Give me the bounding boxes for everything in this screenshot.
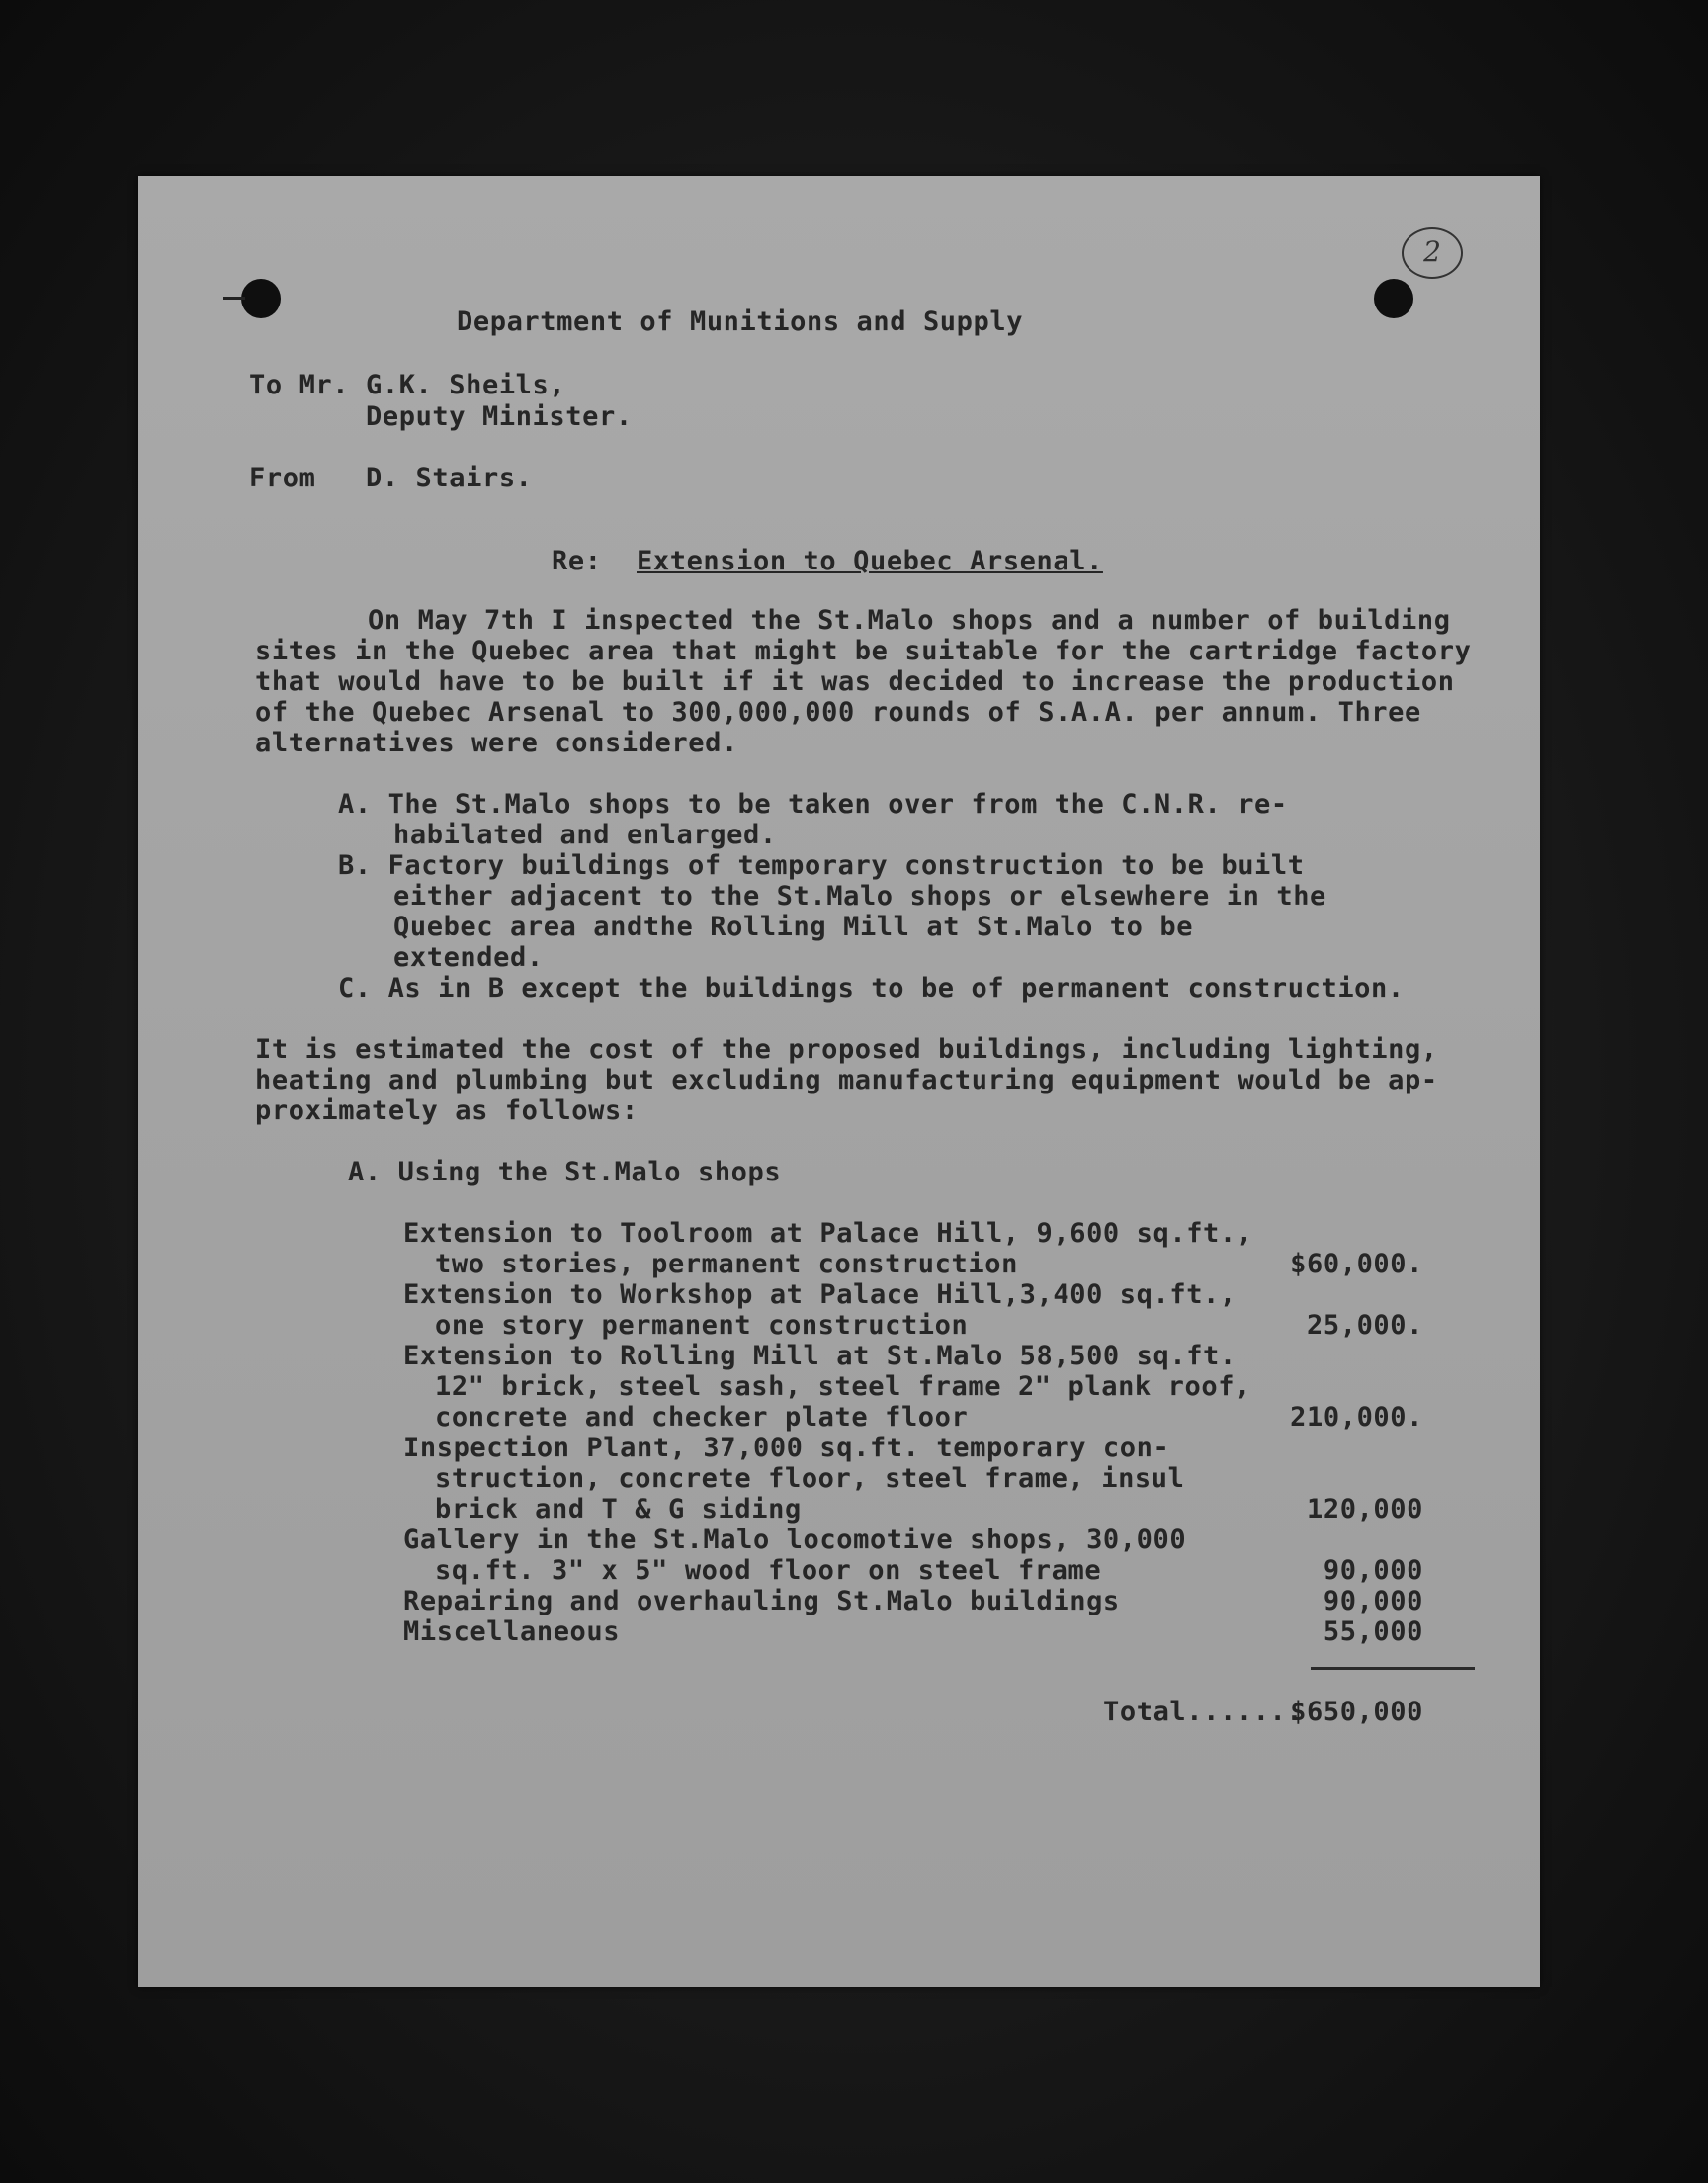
cost-amount: 55,000 bbox=[1323, 1616, 1423, 1647]
to-line: To Mr. G.K. Sheils, bbox=[249, 370, 566, 400]
cost-item-line: Gallery in the St.Malo locomotive shops, 30,000 bbox=[403, 1525, 1187, 1555]
alternative-b-cont: Quebec area andthe Rolling Mill at St.Malo to be bbox=[393, 912, 1194, 942]
total-label: Total....... bbox=[1103, 1697, 1304, 1727]
punch-hole-icon bbox=[241, 279, 281, 318]
cost-amount: 90,000 bbox=[1323, 1555, 1423, 1586]
section-a-heading: A. Using the St.Malo shops bbox=[348, 1157, 782, 1187]
page-number-mark: 2 bbox=[1402, 227, 1463, 279]
paragraph-line: that would have to be built if it was decided to increase the production bbox=[255, 666, 1455, 697]
cost-item-line: two stories, permanent construction bbox=[435, 1249, 1018, 1279]
paragraph-line: of the Quebec Arsenal to 300,000,000 rounds of S.A.A. per annum. Three bbox=[255, 697, 1421, 728]
alternative-b-cont: extended. bbox=[393, 942, 544, 973]
memo-page bbox=[138, 176, 1540, 1987]
alternative-c: C. As in B except the buildings to be of permanent construction. bbox=[338, 973, 1405, 1004]
cost-amount: 90,000 bbox=[1323, 1586, 1423, 1616]
alternative-a-cont: habilated and enlarged. bbox=[393, 820, 777, 850]
cost-item-line: Extension to Workshop at Palace Hill,3,400 sq.ft., bbox=[403, 1279, 1237, 1310]
sum-rule bbox=[1311, 1667, 1475, 1670]
cost-item-line: brick and T & G siding bbox=[435, 1494, 802, 1525]
alternative-a: A. The St.Malo shops to be taken over from the C.N.R. re- bbox=[338, 789, 1288, 820]
to-title-line: Deputy Minister. bbox=[366, 401, 633, 432]
cost-amount: 120,000 bbox=[1307, 1494, 1423, 1525]
paragraph-line: sites in the Quebec area that might be suitable for the cartridge factory bbox=[255, 636, 1472, 666]
cost-item-line: sq.ft. 3" x 5" wood floor on steel frame bbox=[435, 1555, 1102, 1586]
cost-amount: $60,000. bbox=[1290, 1249, 1423, 1279]
from-line: From D. Stairs. bbox=[249, 463, 533, 493]
punch-hole-icon bbox=[1374, 279, 1413, 318]
alternative-b: B. Factory buildings of temporary construction to be built bbox=[338, 850, 1305, 881]
cost-amount: 210,000. bbox=[1290, 1402, 1423, 1433]
alternative-b-cont: either adjacent to the St.Malo shops or elsewhere in the bbox=[393, 881, 1326, 912]
cost-item-line: concrete and checker plate floor bbox=[435, 1402, 969, 1433]
total-amount: $650,000 bbox=[1290, 1697, 1423, 1727]
paragraph-line: alternatives were considered. bbox=[255, 728, 738, 758]
cost-amount: 25,000. bbox=[1307, 1310, 1423, 1341]
paragraph-line: proximately as follows: bbox=[255, 1095, 639, 1126]
cost-item-line: Extension to Rolling Mill at St.Malo 58,500 sq.ft. bbox=[403, 1341, 1237, 1371]
cost-item-line: Miscellaneous bbox=[403, 1616, 621, 1647]
margin-mark bbox=[223, 297, 245, 300]
cost-item-line: struction, concrete floor, steel frame, insul bbox=[435, 1463, 1185, 1494]
cost-item-line: 12" brick, steel sash, steel frame 2" plank roof, bbox=[435, 1371, 1251, 1402]
cost-item-line: Inspection Plant, 37,000 sq.ft. temporary con- bbox=[403, 1433, 1170, 1463]
cost-item-line: one story permanent construction bbox=[435, 1310, 969, 1341]
re-subject: Extension to Quebec Arsenal. bbox=[637, 546, 1103, 576]
re-label: Re: bbox=[552, 546, 602, 576]
paragraph-line: It is estimated the cost of the proposed buildings, including lighting, bbox=[255, 1034, 1438, 1065]
paragraph-line: On May 7th I inspected the St.Malo shops and a number of building bbox=[368, 605, 1451, 636]
cost-item-line: Extension to Toolroom at Palace Hill, 9,600 sq.ft., bbox=[403, 1218, 1253, 1249]
cost-item-line: Repairing and overhauling St.Malo buildings bbox=[403, 1586, 1120, 1616]
paragraph-line: heating and plumbing but excluding manufacturing equipment would be ap- bbox=[255, 1065, 1438, 1095]
department-heading: Department of Munitions and Supply bbox=[457, 306, 1024, 337]
